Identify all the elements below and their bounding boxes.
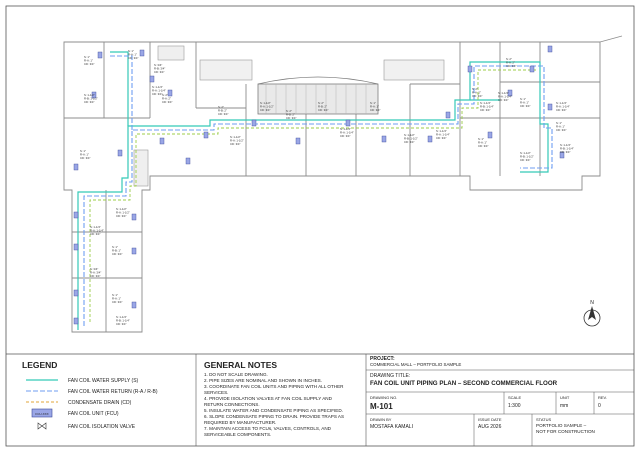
fcu-unit[interactable] xyxy=(488,132,492,138)
pipe-tag-line: CD: 3/4" xyxy=(80,156,91,161)
pipe-tag-line: R-A: 2" xyxy=(472,90,481,95)
fcu-unit[interactable] xyxy=(74,318,78,324)
drawing-title-label: DRAWING TITLE: xyxy=(370,373,411,379)
fcu-unit[interactable] xyxy=(548,104,552,110)
unit-value: mm xyxy=(560,403,569,409)
note-line: RETURN CONNECTIONS. xyxy=(204,402,260,407)
legend-item-label: FAN COIL WATER SUPPLY (S) xyxy=(68,378,139,384)
pipe-tag-line: S: 1" xyxy=(370,101,376,105)
pipe-tag-line: S: 2" xyxy=(218,105,224,109)
pipe-tag-line: CD: 3/4" xyxy=(162,100,173,105)
pipe-tag-line: R-A: 1-1/4" xyxy=(498,94,512,99)
pipe-tag-line: S: 1" xyxy=(80,149,86,153)
pipe-tag-line: R-A: 1-1/4" xyxy=(152,88,166,93)
pipe-tag-line: CD: 3/4" xyxy=(84,62,95,67)
pipe-tag-line: S: 1-1/2" xyxy=(230,135,241,139)
fcu-unit[interactable] xyxy=(428,136,432,142)
project-label: PROJECT: xyxy=(370,356,395,362)
pipe-tag-line: S: 2" xyxy=(506,57,512,61)
pipe-tag-line: R-A: 1" xyxy=(370,104,379,109)
pipe-tag-line: S: 1" xyxy=(112,293,118,297)
pipe-tag-line: CD: 3/4" xyxy=(116,322,127,327)
pipe-tag-line: S: 1" xyxy=(128,49,134,53)
fcu-unit[interactable] xyxy=(132,302,136,308)
note-line: 3. COORDINATE FAN COIL UNITS AND PIPING WITH ALL OTHER xyxy=(204,384,344,389)
pipe-tag-line: R-A: 1-1/4" xyxy=(436,132,450,137)
note-line: 6. SLOPE CONDENSATE PIPING TO DRAIN. PROVIDE TRAPS AS xyxy=(204,414,345,419)
note-line: REQUIRED BY MANUFACTURER. xyxy=(204,420,277,425)
fcu-unit[interactable] xyxy=(74,244,78,250)
pipe-tag-line: R-A: 1-1/2" xyxy=(116,210,130,215)
pipe-tag-line: R-A: 3/4" xyxy=(90,270,102,275)
pipe-tag-line: R-A: 2" xyxy=(506,60,515,65)
pipe-tag-line: R-B: 2" xyxy=(286,112,295,117)
fcu-unit[interactable] xyxy=(118,150,122,156)
note-line: SERVICEABLE COMPONENTS. xyxy=(204,432,272,437)
pipe-tag-line: R-A: 1" xyxy=(84,58,93,63)
pipe-tag-line: S: 2" xyxy=(286,109,292,113)
fcu-symbol-icon xyxy=(32,409,52,417)
pipe-tag-line: R-B: 1-1/2" xyxy=(84,96,98,101)
fcu-unit[interactable] xyxy=(74,212,78,218)
pipe-tag-line: R-A: 1-1/4" xyxy=(90,228,104,233)
fcu-unit[interactable] xyxy=(346,120,350,126)
pipe-tag-line: S: 1" xyxy=(112,245,118,249)
pipe-tag-line: CD: 3/4" xyxy=(90,274,101,279)
pipe-tag-line: CD: 3/4" xyxy=(112,252,123,257)
fcu-unit[interactable] xyxy=(530,66,534,72)
pipe-tag-line: CD: 3/4" xyxy=(340,134,351,139)
note-line: 7. MAINTAIN ACCESS TO FCUs, VALVES, CONTROLS, AND xyxy=(204,426,331,431)
pipe-tag-line: S: 3/4" xyxy=(90,267,99,271)
legend-item-label: CONDENSATE DRAIN (CD) xyxy=(68,400,132,406)
fcu-unit[interactable] xyxy=(98,52,102,58)
drawing-no-label: DRAWING NO. xyxy=(370,395,398,400)
pipe-tag-line: S: 1-1/4" xyxy=(480,101,491,105)
fcu-unit[interactable] xyxy=(74,164,78,170)
pipe-tag-line: CD: 3/4" xyxy=(116,214,127,219)
fcu-unit[interactable] xyxy=(252,120,256,126)
fcu-unit[interactable] xyxy=(296,138,300,144)
pipe-tag-line: R-A: 1" xyxy=(112,296,121,301)
pipe-tag-line: CD: 3/4" xyxy=(260,108,271,113)
pipe-tag-line: S: 1-1/4" xyxy=(340,127,351,131)
pipe-tag-line: R-B: 2" xyxy=(218,108,227,113)
fcu-unit[interactable] xyxy=(186,158,190,164)
pipe-tag-line: CD: 3/4" xyxy=(520,104,531,109)
note-line: 1. DO NOT SCALE DRAWING. xyxy=(204,372,268,377)
drawing-no: M-101 xyxy=(370,402,393,411)
legend-title: LEGEND xyxy=(22,360,58,370)
pipe-tag-line: CD: 3/4" xyxy=(404,140,415,145)
project-value: COMMERCIAL MALL – PORTFOLIO SAMPLE xyxy=(370,362,462,367)
pipe-tag-line: S: 3/4" xyxy=(154,63,163,67)
fcu-unit[interactable] xyxy=(168,90,172,96)
pipe-tag-line: S: 2" xyxy=(472,87,478,91)
fcu-unit[interactable] xyxy=(468,66,472,72)
pipe-tag-line: R-B: 1-1/4" xyxy=(116,318,130,323)
pipe-tag-line: S: 1-1/4" xyxy=(498,91,509,95)
pipe-tag-line: R-B: 1-1/4" xyxy=(560,146,574,151)
pipe-tag-line: CD: 3/4" xyxy=(556,108,567,113)
pipe-tag-line: CD: 3/4" xyxy=(480,108,491,113)
fcu-unit[interactable] xyxy=(382,136,386,142)
pipe-tag-line: CD: 3/4" xyxy=(318,108,329,113)
issue-date: AUG 2026 xyxy=(478,424,502,430)
pipe-tag-line: R-A: 1" xyxy=(478,140,487,145)
pipe-tag-line: S: 1-1/4" xyxy=(90,225,101,229)
pipe-tag-line: S: 1-1/2" xyxy=(84,93,95,97)
pipe-tag-line: S: 1" xyxy=(84,55,90,59)
pipe-tag-line: S: 1-1/4" xyxy=(116,315,127,319)
legend-item-label: FAN COIL UNIT (FCU) xyxy=(68,411,119,417)
pipe-tag-line: S: 1-1/2" xyxy=(520,151,531,155)
pipe-tag-line: R-A: 1-1/4" xyxy=(556,104,570,109)
pipe-tag-line: S: 1" xyxy=(520,97,526,101)
fcu-unit[interactable] xyxy=(74,290,78,296)
pipe-tag-line: CD: 3/4" xyxy=(112,300,123,305)
pipe-tag-line: R-A: 1-1/4" xyxy=(340,130,354,135)
fcu-unit[interactable] xyxy=(160,138,164,144)
pipe-tag-line: CD: 3/4" xyxy=(152,92,163,97)
pipe-tag-line: CD: 3/4" xyxy=(286,116,297,121)
pipe-tag-line: CD: 3/4" xyxy=(478,144,489,149)
pipe-tag-line: S: 1-1/4" xyxy=(436,129,447,133)
note-line: 2. PIPE SIZES ARE NOMINAL AND SHOWN IN INCHES. xyxy=(204,378,323,383)
pipe-tag-line: S: 1" xyxy=(478,137,484,141)
pipe-tag-line: R-A: 1" xyxy=(80,152,89,157)
pipe-tag-line: S: 1-1/2" xyxy=(116,207,127,211)
pipe-tag-line: R-B: 3/4" xyxy=(154,66,166,71)
fcu-unit[interactable] xyxy=(446,112,450,118)
pipe-tag-line: R-A: 1" xyxy=(128,52,137,57)
pipe-tag-line: CD: 3/4" xyxy=(84,100,95,105)
drawn-by: MOSTAFA KAMALI xyxy=(370,424,413,430)
note-line: 5. INSULATE WATER AND CONDENSATE PIPING AS SPECIFIED. xyxy=(204,408,343,413)
pipe-tag-line: S: 1-1/2" xyxy=(404,133,415,137)
pipe-tag-line: CD: 3/4" xyxy=(436,136,447,141)
pipe-tag-line: R-A: 1-1/2" xyxy=(260,104,274,109)
pipe-tag-line: S: 2" xyxy=(162,93,168,97)
drawn-by-label: DRAWN BY xyxy=(370,417,392,422)
fcu-unit[interactable] xyxy=(140,50,144,56)
scale-label: SCALE xyxy=(508,395,522,400)
pipe-tag-line: CD: 3/4" xyxy=(472,94,483,99)
status-line: NOT FOR CONSTRUCTION xyxy=(536,429,595,434)
pipe-tag-line: R-A: 1-1/2" xyxy=(230,138,244,143)
pipe-tag-line: CD: 3/4" xyxy=(90,232,101,237)
pipe-tag-line: CD: 3/4" xyxy=(230,142,241,147)
fcu-unit[interactable] xyxy=(150,76,154,82)
pipe-tag-line: CD: 3/4" xyxy=(154,70,165,75)
pipe-tag-line: S: 1-1/4" xyxy=(152,85,163,89)
unit-label: UNIT xyxy=(560,395,570,400)
pipe-tag-line: R-B: 1" xyxy=(112,248,121,253)
rev-value: 0 xyxy=(598,403,601,409)
pipe-tag-line: CD: 3/4" xyxy=(370,108,381,113)
notes-title: GENERAL NOTES xyxy=(204,360,278,370)
pipe-tag-line: CD: 3/4" xyxy=(520,158,531,163)
rev-label: REV. xyxy=(598,395,607,400)
pipe-tag-line: R-B: 2" xyxy=(318,104,327,109)
pipe-tag-line: CD: 3/4" xyxy=(556,128,567,133)
pipe-tag-line: S: 1-1/4" xyxy=(560,143,571,147)
note-line: SERVICES. xyxy=(204,390,229,395)
pipe-tag-line: R-A: 1" xyxy=(520,100,529,105)
pipe-tag-line: CD: 3/4" xyxy=(218,112,229,117)
pipe-tag-line: CD: 3/4" xyxy=(128,56,139,61)
fcu-unit[interactable] xyxy=(132,214,136,220)
pipe-tag-line: CD: 3/4" xyxy=(506,64,517,69)
pipe-tag-line: S: 1-1/2" xyxy=(260,101,271,105)
pipe-tag-line: S: 2" xyxy=(318,101,324,105)
pipe-tag-line: S: 1-1/4" xyxy=(556,101,567,105)
drawing-title: FAN COIL UNIT PIPING PLAN – SECOND COMMERCIAL FLOOR xyxy=(370,380,558,387)
fcu-symbol-tag: FCU-XXX xyxy=(35,412,49,416)
pipe-tag-line: R-B: 1-1/2" xyxy=(404,136,418,141)
pipe-tag-line: S: 1" xyxy=(556,121,562,125)
legend-item-label: FAN COIL WATER RETURN (R-A / R-B) xyxy=(68,389,158,395)
issue-date-label: ISSUE DATE xyxy=(478,417,502,422)
legend-item-label: FAN COIL ISOLATION VALVE xyxy=(68,424,136,430)
fcu-unit[interactable] xyxy=(548,46,552,52)
north-label: N xyxy=(590,300,594,306)
status-line: PORTFOLIO SAMPLE – xyxy=(536,423,587,428)
pipe-tag-line: R-A: 1" xyxy=(556,124,565,129)
fcu-unit[interactable] xyxy=(132,248,136,254)
pipe-tag-line: R-B: 1-1/2" xyxy=(520,154,534,159)
status-label: STATUS xyxy=(536,417,552,422)
pipe-tag-line: R-A: 2" xyxy=(162,96,171,101)
scale-value: 1:300 xyxy=(508,403,521,409)
fcu-unit[interactable] xyxy=(204,132,208,138)
pipe-tag-line: CD: 3/4" xyxy=(560,150,571,155)
pipe-tag-line: CD: 3/4" xyxy=(498,98,509,103)
note-line: 4. PROVIDE ISOLATION VALVES AT FAN COIL SUPPLY AND xyxy=(204,396,332,401)
pipe-tag-line: R-B: 1-1/4" xyxy=(480,104,494,109)
